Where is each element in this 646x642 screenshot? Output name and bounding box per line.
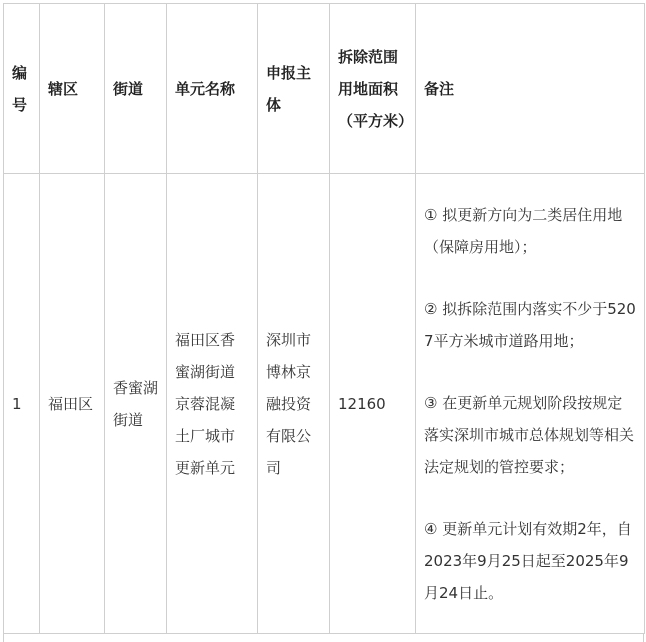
header-remarks: 备注 xyxy=(416,4,645,174)
header-street: 街道 xyxy=(105,4,167,174)
urban-renewal-table xyxy=(3,3,645,634)
cell-unit-name: 福田区香蜜湖街道京蓉混凝土厂城市更新单元 xyxy=(167,174,258,634)
header-no: 编号 xyxy=(4,4,40,174)
table-header-row xyxy=(4,4,645,174)
remark-item-3: ③ 在更新单元规划阶段按规定落实深圳市城市总体规划等相关法定规划的管控要求； xyxy=(424,393,635,476)
header-area: 拆除范围用地面积（平方米） xyxy=(330,4,416,174)
table-row xyxy=(4,174,645,634)
cell-no: 1 xyxy=(4,174,40,634)
cell-applicant: 深圳市博林京融投资有限公司 xyxy=(258,174,330,634)
header-unit-name: 单元名称 xyxy=(167,4,258,174)
cell-district: 福田区 xyxy=(40,174,105,634)
header-applicant: 申报主体 xyxy=(258,4,330,174)
remark-item-1: ① 拟更新方向为二类居住用地（保障房用地）； xyxy=(424,205,623,256)
cell-street: 香蜜湖街道 xyxy=(105,174,167,634)
cell-remarks xyxy=(416,174,645,634)
remark-item-2: ② 拟拆除范围内落实不少于5207平方米城市道路用地； xyxy=(424,299,636,350)
remark-item-4: ④ 更新单元计划有效期2年，自2023年9月25日起至2025年9月24日止。 xyxy=(424,519,632,602)
cell-area: 12160 xyxy=(330,174,416,634)
header-district: 辖区 xyxy=(40,4,105,174)
table-continuation xyxy=(3,634,644,642)
